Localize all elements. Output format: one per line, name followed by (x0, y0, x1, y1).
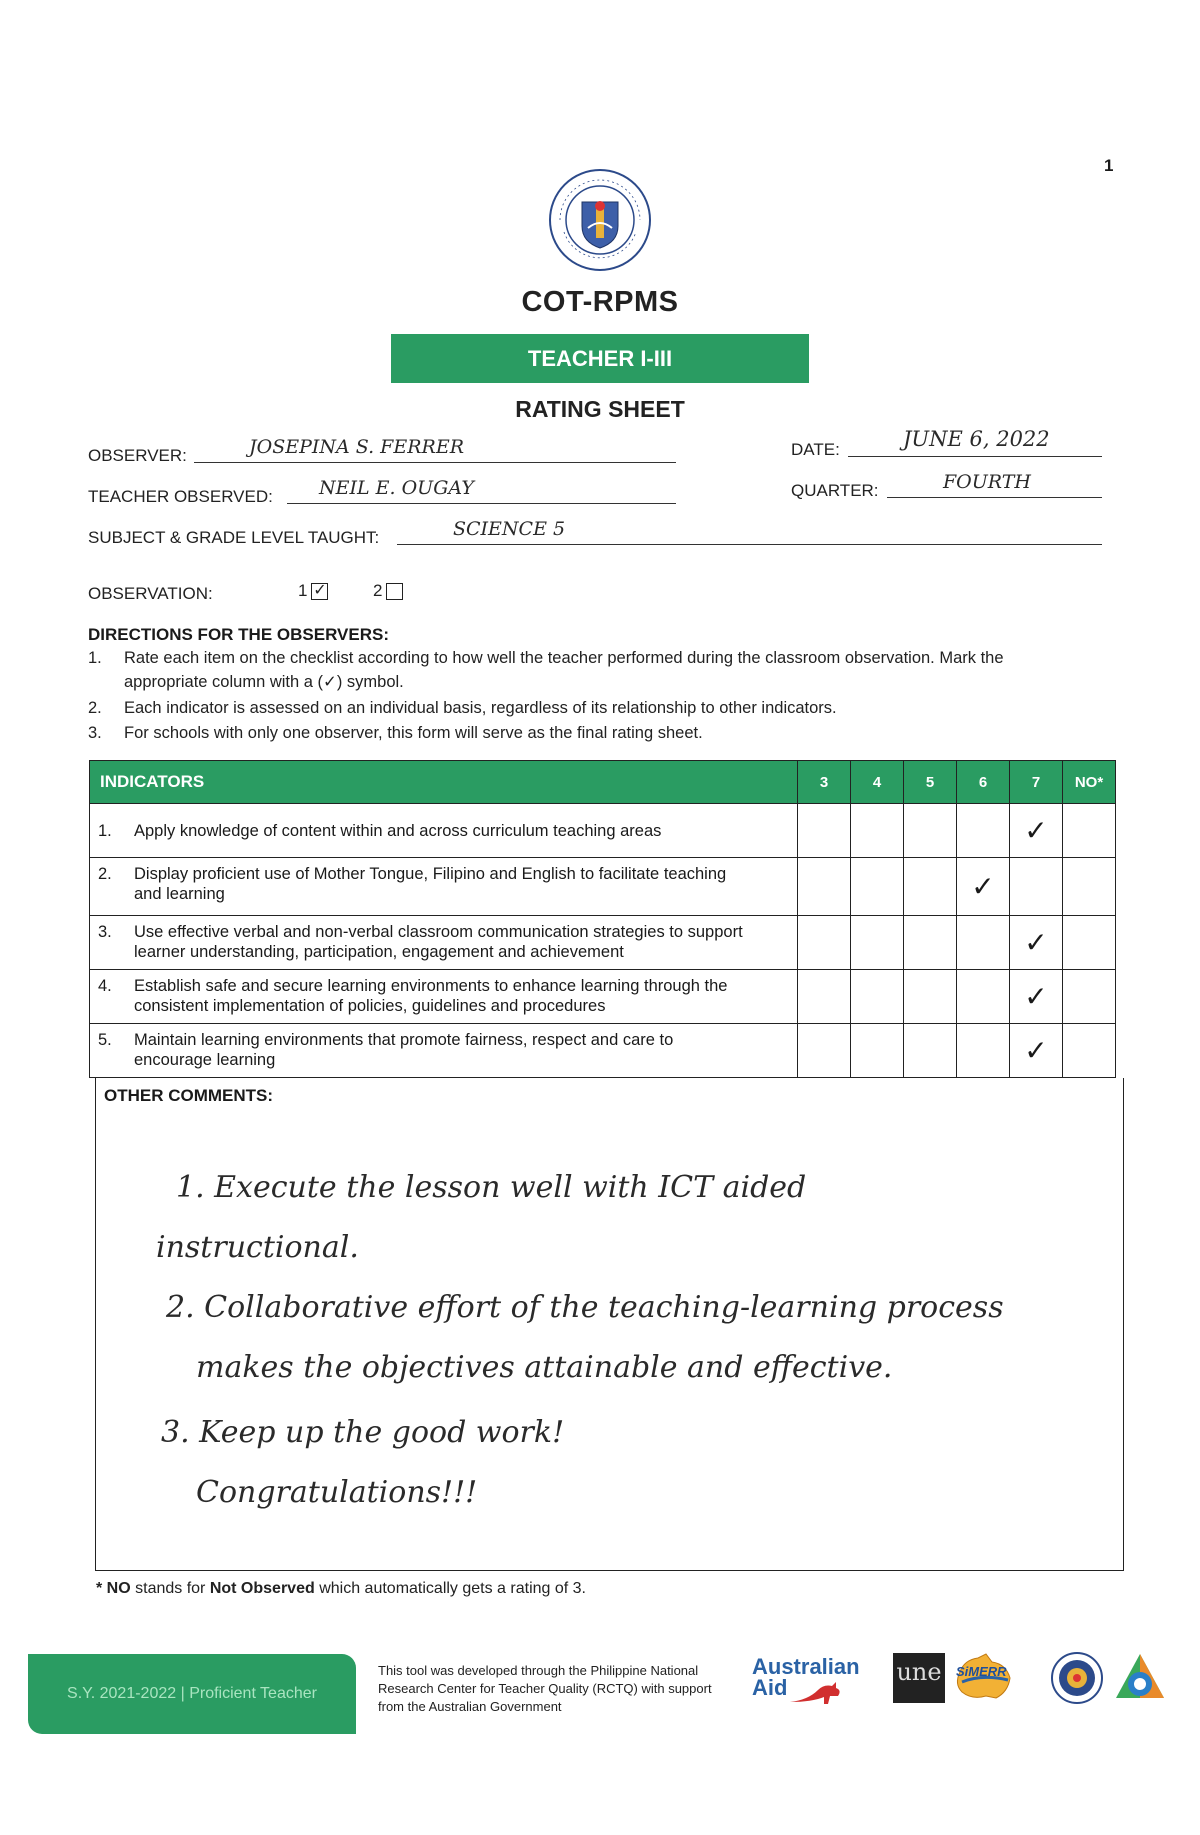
rating-cell (1063, 970, 1116, 1024)
rating-cell (904, 804, 957, 858)
rating-cell: ✓ (1010, 916, 1063, 970)
date-label: DATE: (791, 440, 840, 459)
rating-cell (851, 916, 904, 970)
rating-cell (957, 1024, 1010, 1078)
rating-cell (957, 804, 1010, 858)
school-year-badge: S.Y. 2021-2022 | Proficient Teacher (28, 1654, 356, 1734)
direction-item-1 (88, 646, 1088, 694)
footnote (96, 1580, 586, 1598)
quarter-value: FOURTH (943, 471, 1031, 493)
indicators-header: INDICATORS (90, 761, 798, 804)
date-field (848, 427, 1102, 457)
rating-cell (851, 1024, 904, 1078)
footnote-bold: Not Observed (209, 1580, 315, 1597)
column-header-7: 7 (1010, 761, 1063, 804)
rating-cell (1010, 858, 1063, 916)
form-title: COT-RPMS (521, 286, 679, 318)
rating-cell: ✓ (1010, 1024, 1063, 1078)
indicator-number: 2. (98, 865, 112, 883)
indicator-text: Use effective verbal and non-verbal classroom communication strategies to support learner understanding, participation, engagement and achievement (134, 923, 743, 961)
rating-cell (904, 916, 957, 970)
aid-text: Aid (752, 1675, 788, 1700)
observation-option-1 (298, 581, 328, 601)
table-row (90, 970, 1116, 1024)
subject-field (397, 518, 1102, 545)
rating-cell (798, 970, 851, 1024)
table-row (90, 1024, 1116, 1078)
date-value: JUNE 6, 2022 (903, 427, 1050, 451)
rating-cell (851, 858, 904, 916)
rating-cell (904, 1024, 957, 1078)
rating-cell (798, 1024, 851, 1078)
deped-seal-icon (548, 168, 652, 272)
observation-option-2-label: 2 (373, 581, 383, 600)
observation-checkbox-2 (386, 583, 403, 600)
observer-field (194, 436, 676, 463)
direction-number: 2. (88, 699, 102, 717)
australian-aid-logo (752, 1656, 860, 1698)
une-logo: une (893, 1653, 945, 1703)
rating-cell: ✓ (1010, 970, 1063, 1024)
table-row (90, 916, 1116, 970)
rating-cell (1063, 1024, 1116, 1078)
comment-line-1: 1. Execute the lesson well with ICT aided (176, 1170, 807, 1205)
indicator-number: 1. (98, 821, 112, 840)
column-header-6: 6 (957, 761, 1010, 804)
indicator-number: 5. (98, 1031, 112, 1049)
rating-cell (798, 858, 851, 916)
subject-label: SUBJECT & GRADE LEVEL TAUGHT: (88, 528, 380, 547)
direction-number: 3. (88, 724, 102, 742)
quarter-field (887, 471, 1102, 498)
indicator-text: Display proficient use of Mother Tongue, Filipino and English to facilitate teaching and learning (134, 865, 727, 903)
observation-label: OBSERVATION: (88, 584, 213, 603)
comment-line-3: 2. Collaborative effort of the teaching-learning process (166, 1290, 1004, 1325)
observer-value: JOSEPINA S. FERRER (249, 436, 465, 458)
smerr-text: SiMERR (956, 1664, 1007, 1679)
rating-cell (851, 970, 904, 1024)
comments-box (95, 1078, 1124, 1571)
observation-checkbox-1: ✓ (313, 582, 327, 600)
rating-cell (851, 804, 904, 858)
indicator-text: Establish safe and secure learning environments to enhance learning through the consistent implementation of policies, guidelines and procedures (134, 977, 728, 1015)
credit-text: This tool was developed through the Philippine National Research Center for Teacher Quality (RCTQ) with support from the Australian Government (378, 1663, 712, 1714)
table-header-row (90, 761, 1116, 804)
page-number: 1 (1104, 156, 1114, 175)
rating-cell (798, 804, 851, 858)
rating-cell (1063, 804, 1116, 858)
rating-cell (798, 916, 851, 970)
direction-number: 1. (88, 649, 102, 667)
kangaroo-icon (788, 1680, 846, 1706)
comment-line-6: Congratulations!!! (196, 1475, 478, 1510)
rating-cell (1063, 858, 1116, 916)
direction-text: For schools with only one observer, this form will serve as the final rating sheet. (124, 724, 703, 742)
indicator-text: Maintain learning environments that promote fairness, respect and care to encourage learning (134, 1031, 674, 1069)
rating-cell (904, 970, 957, 1024)
teacher-value: NEIL E. OUGAY (319, 477, 474, 499)
rating-cell: ✓ (1010, 804, 1063, 858)
observation-option-2 (373, 581, 403, 601)
rating-cell (957, 970, 1010, 1024)
footnote-mid: stands for (130, 1580, 210, 1597)
rctq-logo-icon (1112, 1650, 1168, 1706)
table-row (90, 804, 1116, 858)
position-banner: TEACHER I-III (391, 334, 809, 383)
direction-text-continued: appropriate column with a (✓) symbol. (124, 673, 404, 691)
teacher-label: TEACHER OBSERVED: (88, 487, 273, 506)
observer-label: OBSERVER: (88, 446, 187, 465)
rating-cell (1063, 916, 1116, 970)
comment-line-5: 3. Keep up the good work! (161, 1415, 565, 1450)
direction-item-2 (88, 696, 1088, 720)
smerr-logo (952, 1652, 1014, 1704)
indicators-table (89, 760, 1116, 1078)
column-header-3: 3 (798, 761, 851, 804)
direction-item-3 (88, 721, 1088, 745)
directions-heading: DIRECTIONS FOR THE OBSERVERS: (88, 625, 389, 644)
direction-text: Each indicator is assessed on an individual basis, regardless of its relationship to other indicators. (124, 699, 837, 717)
indicator-number: 4. (98, 977, 112, 995)
rating-cell (957, 916, 1010, 970)
comments-label: OTHER COMMENTS: (104, 1086, 274, 1105)
table-row (90, 858, 1116, 916)
deped-seal-small-icon (1051, 1652, 1103, 1704)
subject-value: SCIENCE 5 (453, 518, 566, 540)
rating-sheet-subtitle: RATING SHEET (515, 396, 685, 422)
footnote-post: which automatically gets a rating of 3. (314, 1580, 586, 1597)
column-header-4: 4 (851, 761, 904, 804)
indicator-text: Apply knowledge of content within and across curriculum teaching areas (134, 821, 662, 840)
quarter-label: QUARTER: (791, 481, 879, 500)
comment-line-4: makes the objectives attainable and effective. (196, 1350, 893, 1385)
column-header-5: 5 (904, 761, 957, 804)
indicator-number: 3. (98, 923, 112, 941)
observation-option-1-label: 1 (298, 581, 308, 600)
footnote-pre: * NO (96, 1580, 131, 1597)
rating-cell: ✓ (957, 858, 1010, 916)
australian-text: Australian (752, 1654, 860, 1679)
teacher-field (287, 477, 676, 504)
comment-line-2: instructional. (156, 1230, 359, 1265)
column-header-no: NO* (1063, 761, 1116, 804)
rating-cell (904, 858, 957, 916)
direction-text: Rate each item on the checklist according to how well the teacher performed during the classroom observation. Mark the (124, 649, 1004, 667)
